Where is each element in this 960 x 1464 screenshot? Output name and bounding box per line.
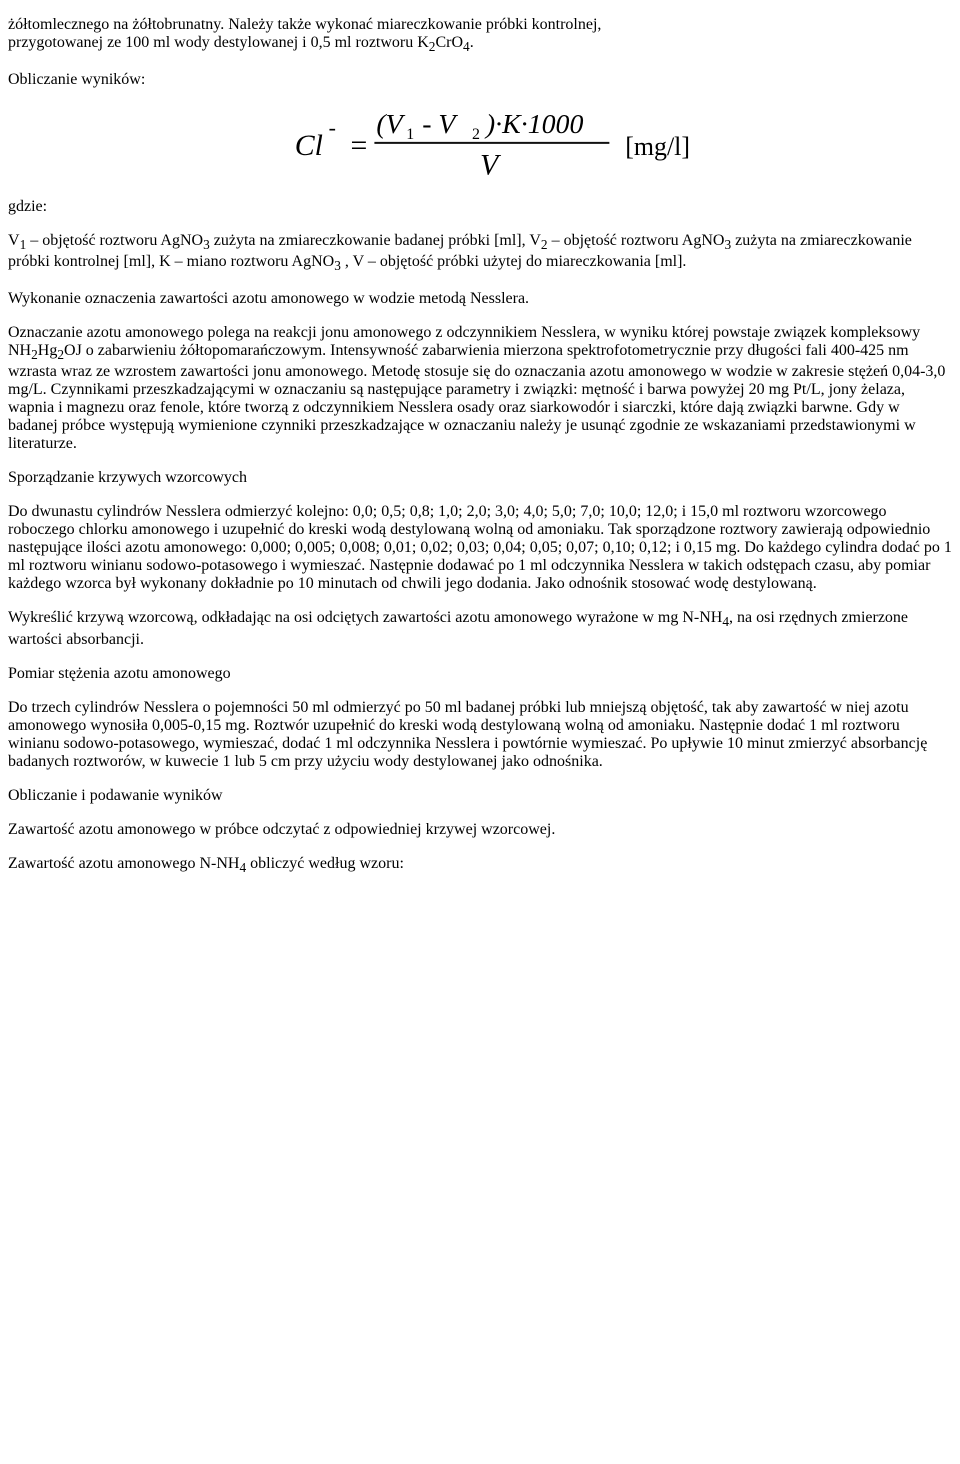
nessler-text-post: OJ o zabarwieniu żółtopomarańczowym. Intensywność zabarwienia mierzona spektrofotometrycznie przy długości fali 400-425 nm wzrasta wraz ze wzrostem zawartości jonu amonowego. Metodę stosuje się do oznaczania azotu amonowego w wodzie w zakresie stężeń 0,04-3,0 mg/L. Czynnikami przeszkadzającymi w oznaczaniu są następujące parametry i związki: mętność i barwa powyżej 20 mg Pt/L, jony żelaza, wapnia i magnezu oraz fenole, które tworzą z odczynnikiem Nesslera osady oraz siarkowodór i siarczki, które dają związki barwne. Gdy w badanej próbce występują wymienione czynniki przeszkadzające w oznaczaniu należy je usunąć zgodnie ze wskazaniami przedstawionymi w literaturze.: [8, 342, 946, 453]
var-desc-pre: – objętość roztworu AgNO: [551, 231, 725, 249]
formula-sup: -: [328, 115, 336, 141]
var-desc-sub: 3: [724, 237, 732, 253]
variable-v: [353, 253, 687, 270]
formula-unit: [mg/l]: [625, 131, 690, 161]
chloride-formula-svg: [8, 105, 952, 177]
var-desc-sub: 3: [203, 237, 210, 253]
intro-sub-b: 4: [463, 39, 470, 55]
obliczanie2-paragraph-1: Zawartość azotu amonowego w próbce odczytać z odpowiedniej krzywej wzorcowej.: [8, 820, 556, 838]
formula-num-sub1: 1: [406, 126, 415, 144]
var-desc-pre: – miano roztworu AgNO: [174, 253, 335, 271]
intro-line-2: [8, 34, 474, 55]
variables-list: [8, 232, 952, 274]
pomiar-heading: Pomiar stężenia azotu amonowego: [8, 664, 231, 682]
pomiar-paragraph: Do trzech cylindrów Nesslera o pojemności 50 ml odmierzyć po 50 ml badanej próbki lub mniejszą objętość, tak aby zawartość w niej azotu amonowego wynosiła 0,005-0,15 mg. Roztwór uzupełnić do kreski wodą destylowaną wolną od amoniaku. Następnie dodać 1 ml roztworu winianu sodowo-potasowego, wymieszać, dodać 1 ml odczynnika Nesslera i powtórnie wymieszać. Po upływie 10 minut zmierzyć absorbancję badanych roztworów, w kuwecie 1 lub 5 cm przy użyciu wody destylowanej jako odnośnika.: [8, 698, 928, 770]
formula-num-open: (V: [376, 109, 403, 141]
formula-num-minus: - V: [422, 109, 456, 141]
obliczanie2-text-post: obliczyć według wzoru:: [246, 854, 404, 872]
var-desc-pre: – objętość roztworu AgNO: [30, 231, 204, 249]
chloride-formula: [8, 105, 952, 182]
intro-line-1: żółtomlecznego na żółtobrunatny. Należy także wykonać miareczkowanie próbki kontrolnej,: [8, 16, 602, 33]
krzywe-paragraph: Do dwunastu cylindrów Nesslera odmierzyć kolejno: 0,0; 0,5; 0,8; 1,0; 2,0; 3,0; 4,0; 5,0; 7,0; 10,0; 12,0; i 15,0 ml roztworu wzorcowego roboczego chlorku amonowego i uzupełnić do kreski wodą destylowaną wolną od amoniaku. Tak sporządzone roztwory zawierają odpowiednio następujące ilości azotu amonowego: 0,000; 0,005; 0,008; 0,01; 0,02; 0,03; 0,04; 0,05; 0,07; 0,10; 0,12; i 0,15 mg. Do każdego cylindra dodać po 1 ml roztworu winianu sodowo-potasowego i wymieszać. Następnie dodawać po 1 ml odczynnika Nesslera w takich odstępach czasu, aby pomiar każdego wzorca był wykonany dokładnie po 10 minutach od chwili jego dodania. Jako odnośnik stosować wodę destylowaną.: [8, 503, 952, 593]
var-sub: 2: [540, 237, 548, 253]
variable-k: [159, 253, 349, 274]
wykres-sub: 4: [722, 614, 729, 630]
formula-den: V: [479, 148, 499, 177]
intro-paragraph: [8, 16, 952, 55]
obliczanie2-sub: 4: [239, 859, 247, 875]
var-sym: V: [352, 253, 364, 271]
nessler-paragraph: [8, 324, 952, 453]
formula-num-rest: )·K·1000: [485, 109, 584, 141]
obliczanie2-text-pre: Zawartość azotu amonowego N-NH: [8, 854, 240, 872]
intro-line-2-post: .: [469, 34, 474, 51]
nessler-sub-2: 2: [57, 347, 65, 363]
formula-lhs: Cl: [294, 128, 323, 162]
document-page: [8, 16, 952, 876]
var-sym: V: [529, 231, 541, 249]
nessler-text-mid: Hg: [37, 342, 58, 360]
intro-line-2-pre: przygotowanej ze 100 ml wody destylowanej i 0,5 ml roztworu K: [8, 34, 429, 51]
nessler-text-pre: Oznaczanie azotu amonowego polega na reakcji jonu amonowego z odczynnikiem Nesslera, w wyniku której powstaje związek kompleksowy NH: [8, 324, 921, 360]
intro-sub-a: 2: [428, 39, 436, 55]
formula-num-sub2: 2: [471, 126, 480, 144]
krzywe-heading: Sporządzanie krzywych wzorcowych: [8, 469, 248, 487]
intro-line-2-mid: CrO: [435, 34, 464, 51]
gdzie-label: gdzie:: [8, 197, 48, 215]
obliczanie2-heading: Obliczanie i podawanie wyników: [8, 786, 223, 804]
var-desc-post: zużyta na zmiareczkowanie badanej próbki [ml],: [209, 231, 526, 249]
var-desc-pre: – objętość próbki użytej do miareczkowania [ml].: [367, 253, 687, 271]
wykres-text-post: , na osi rzędnych zmierzone wartości absorbancji.: [8, 609, 909, 648]
obliczanie2-paragraph-2: [8, 855, 952, 876]
var-desc-sub: 3: [334, 258, 341, 274]
var-sub: 1: [19, 237, 27, 253]
nessler-heading: Wykonanie oznaczenia zawartości azotu amonowego w wodzie metodą Nesslera.: [8, 290, 530, 308]
var-desc-post: zużyta na zmiareczkowanie próbki kontrolnej [ml],: [8, 231, 912, 271]
formula-eq: =: [350, 128, 368, 162]
var-sym: K: [159, 253, 171, 271]
variable-v1: [8, 231, 526, 253]
wykres-paragraph: [8, 609, 952, 648]
var-desc-post: ,: [340, 253, 349, 271]
nessler-sub-1: 2: [31, 347, 38, 363]
obliczanie-heading: Obliczanie wyników:: [8, 71, 146, 89]
wykres-text-pre: Wykreślić krzywą wzorcową, odkładając na osi odciętych zawartości azotu amonowego wyrażone w mg N-NH: [8, 609, 723, 627]
var-sym: V: [8, 231, 20, 249]
